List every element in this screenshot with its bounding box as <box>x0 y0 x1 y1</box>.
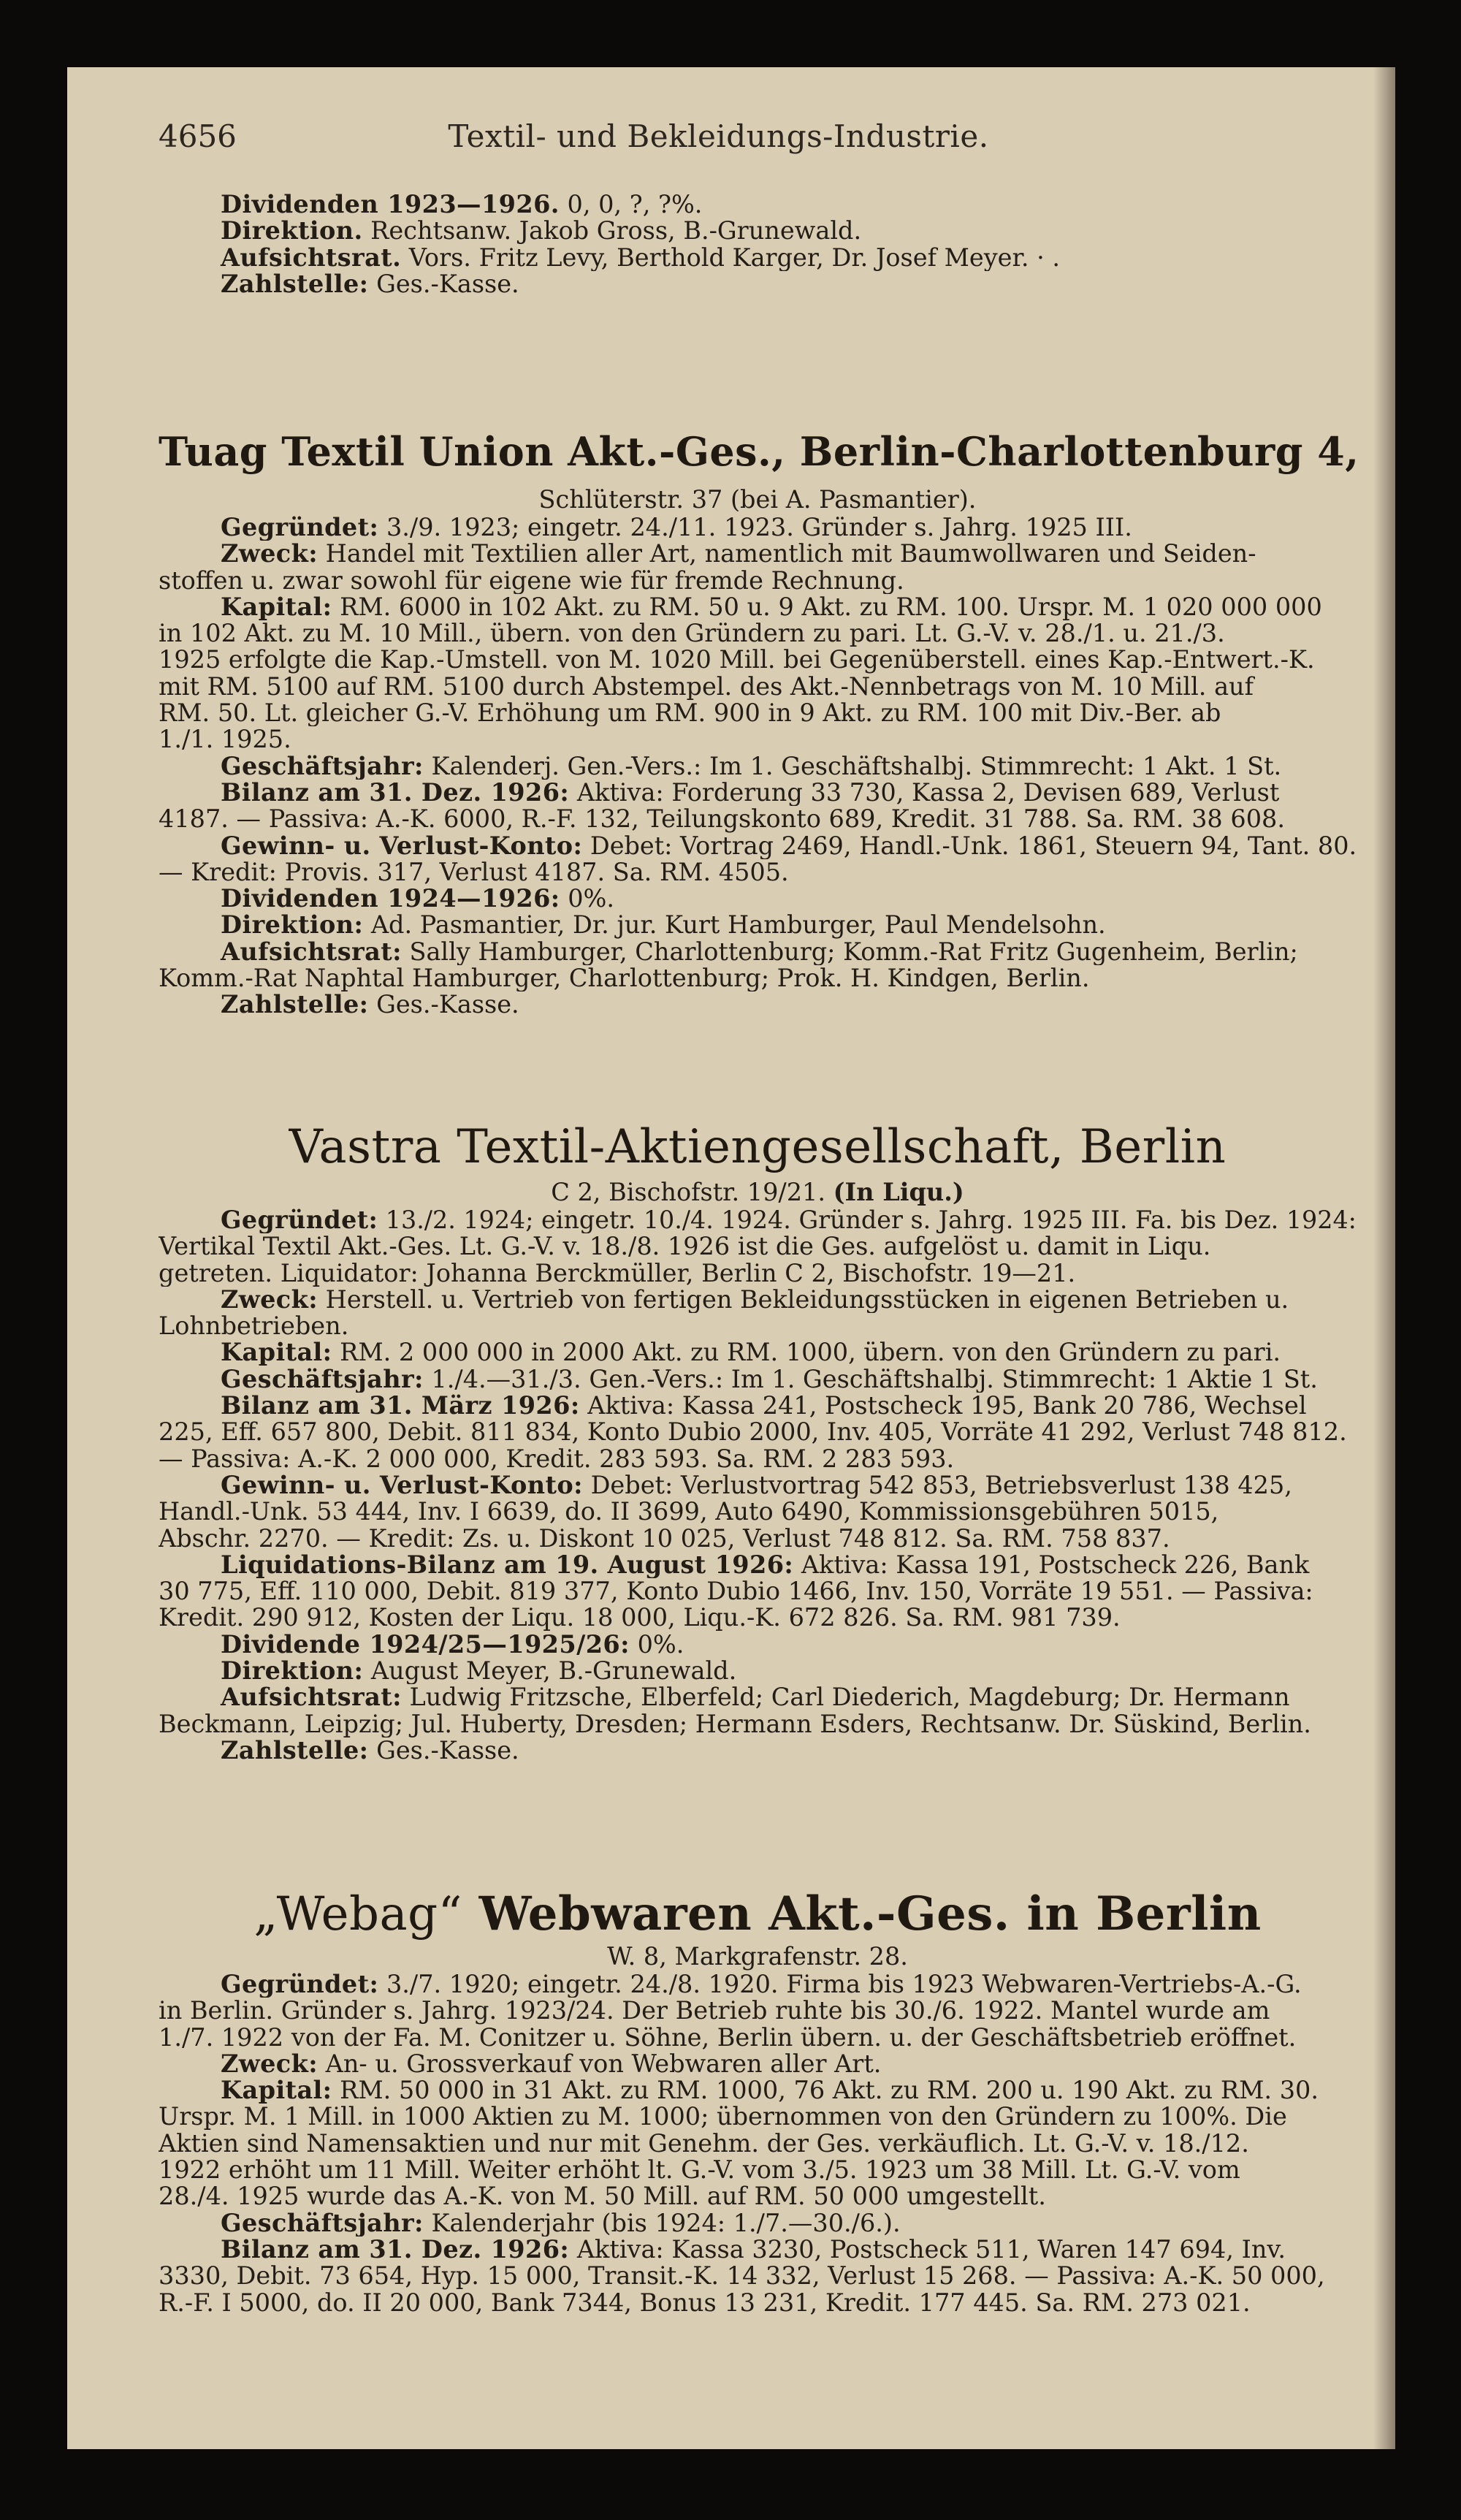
text-line <box>159 1287 1357 1313</box>
text-line <box>159 912 1357 938</box>
text-line <box>159 2183 1357 2209</box>
text-line <box>159 1632 1357 1658</box>
text-line <box>159 753 1357 780</box>
text-line <box>159 780 1357 806</box>
line-text: Debet: Verlustvortrag 542 853, Betriebsverlust 138 425, <box>582 1472 1292 1499</box>
line-label: Gegründet: <box>221 514 379 541</box>
line-label: Gegründet: <box>221 1207 378 1234</box>
line-text: 1./7. 1922 von der Fa. M. Conitzer u. Söhne, Berlin übern. u. der Geschäftsbetrieb eröffnet. <box>159 2024 1297 2051</box>
line-text: Ges.-Kasse. <box>368 270 519 298</box>
line-text: Lohnbetrieben. <box>159 1313 349 1340</box>
line-label: Kapital: <box>221 2077 332 2104</box>
line-label: Dividenden 1923—1926. <box>221 191 560 218</box>
intro-lines <box>159 191 1357 297</box>
text-line <box>159 191 1357 218</box>
vastra-address: C 2, Bischofstr. 19/21. <box>551 1178 825 1206</box>
line-text: — Kredit: Provis. 317, Verlust 4187. Sa. RM. 4505. <box>159 859 789 886</box>
line-text: 0%. <box>629 1631 684 1659</box>
text-line <box>159 1658 1357 1684</box>
line-text: Rechtsanw. Jakob Gross, B.-Grunewald. <box>362 218 862 245</box>
text-line <box>159 1578 1357 1604</box>
line-text: mit RM. 5100 auf RM. 5100 durch Abstempel. des Akt.-Nennbetrags von M. 10 Mill. auf <box>159 673 1254 701</box>
line-label: Direktion: <box>221 1658 364 1685</box>
text-line <box>159 541 1357 567</box>
text-line <box>159 859 1357 886</box>
line-label: Zahlstelle: <box>221 1737 369 1765</box>
text-line <box>159 1313 1357 1339</box>
text-line <box>159 700 1357 726</box>
text-line <box>159 1393 1357 1419</box>
line-text: 3./7. 1920; eingetr. 24./8. 1920. Firma bis 1923 Webwaren-Vertriebs-A.-G. <box>378 1971 1302 1998</box>
line-label: Gewinn- u. Verlust-Konto: <box>221 832 583 859</box>
text-line <box>159 1207 1357 1233</box>
text-line <box>159 965 1357 991</box>
text-line <box>159 2104 1357 2130</box>
line-text: RM. 2 000 000 in 2000 Akt. zu RM. 1000, übern. von den Gründern zu pari. <box>332 1339 1281 1366</box>
line-text: Herstell. u. Vertrieb von fertigen Bekleidungsstücken in eigenen Betrieben u. <box>317 1286 1289 1314</box>
line-label: Zweck: <box>221 541 318 568</box>
text-line <box>159 2131 1357 2157</box>
line-text: 1925 erfolgte die Kap.-Umstell. von M. 1020 Mill. bei Gegenüberstell. eines Kap.-Entwert.-K. <box>159 647 1315 674</box>
line-text: Aktiva: Kassa 191, Postscheck 226, Bank <box>793 1551 1310 1579</box>
line-text: 0%. <box>560 886 615 913</box>
line-text: Ludwig Fritzsche, Elberfeld; Carl Diederich, Magdeburg; Dr. Hermann <box>401 1684 1290 1711</box>
text-line <box>159 620 1357 647</box>
line-text: stoffen u. zwar sowohl für eigene wie für fremde Rechnung. <box>159 567 904 594</box>
line-text: 3./9. 1923; eingetr. 24./11. 1923. Gründer s. Jahrg. 1925 III. <box>378 514 1132 541</box>
text-line <box>159 514 1357 541</box>
line-text: getreten. Liquidator: Johanna Berckmüller, Berlin C 2, Bischofstr. 19—21. <box>159 1260 1076 1287</box>
line-label: Geschäftsjahr: <box>221 2209 424 2237</box>
line-text: Aktien sind Namensaktien und nur mit Genehm. der Ges. verkäuflich. Lt. G.-V. v. 18./12. <box>159 2130 1249 2158</box>
line-text: Aktiva: Kassa 3230, Postscheck 511, Waren 147 694, Inv. <box>569 2236 1286 2264</box>
line-label: Gewinn- u. Verlust-Konto: <box>221 1472 583 1499</box>
line-text: Aktiva: Kassa 241, Postscheck 195, Bank 20 786, Wechsel <box>579 1393 1307 1420</box>
running-header <box>159 118 1278 162</box>
line-label: Gegründet: <box>221 1971 379 1998</box>
webag-address: W. 8, Markgrafenstr. 28. <box>607 1942 908 1971</box>
line-label: Zahlstelle: <box>221 270 369 298</box>
scanned-page <box>67 67 1395 2449</box>
line-text: Vors. Fritz Levy, Berthold Karger, Dr. Josef Meyer. · . <box>401 244 1061 271</box>
line-text: 1922 erhöht um 11 Mill. Weiter erhöht lt. G.-V. vom 3./5. 1923 um 38 Mill. Lt. G.-V. vom <box>159 2157 1240 2184</box>
line-text: R.-F. I 5000, do. II 20 000, Bank 7344, Bonus 13 231, Kredit. 177 445. Sa. RM. 273 021. <box>159 2289 1251 2316</box>
line-text: August Meyer, B.-Grunewald. <box>363 1658 737 1685</box>
vastra-lines <box>159 1207 1357 1764</box>
text-line <box>159 1971 1357 1998</box>
line-text: Handl.-Unk. 53 444, Inv. I 6639, do. II 3699, Auto 6490, Kommissionsgebühren 5015, <box>159 1499 1219 1526</box>
text-line <box>159 2237 1357 2263</box>
text-line <box>159 218 1357 244</box>
vastra-title-text: Vastra Textil-Aktiengesellschaft, Berlin <box>289 1120 1227 1174</box>
tuag-address: Schlüterstr. 37 (bei A. Pasmantier). <box>538 485 977 514</box>
line-label: Geschäftsjahr: <box>221 753 424 780</box>
line-label: Bilanz am 31. Dez. 1926: <box>221 2236 570 2264</box>
intro-section <box>159 191 1357 297</box>
line-text: Ges.-Kasse. <box>368 991 519 1019</box>
text-line <box>159 647 1357 673</box>
text-line <box>159 1260 1357 1287</box>
line-text: Handel mit Textilien aller Art, namentlich mit Baumwollwaren und Seiden- <box>317 541 1256 568</box>
line-text: RM. 50. Lt. gleicher G.-V. Erhöhung um RM. 900 in 9 Akt. zu RM. 100 mit Div.-Ber. ab <box>159 700 1221 727</box>
line-text: 225, Eff. 657 800, Debit. 811 834, Konto Dubio 2000, Inv. 405, Vorräte 41 292, Verlust 748 812. <box>159 1419 1347 1446</box>
page-number: 4656 <box>159 118 237 154</box>
text-line <box>159 594 1357 620</box>
vastra-title <box>159 1119 1357 1175</box>
text-line <box>159 1419 1357 1445</box>
line-text: Abschr. 2270. — Kredit: Zs. u. Diskont 10 025, Verlust 748 812. Sa. RM. 758 837. <box>159 1525 1170 1552</box>
line-text: 28./4. 1925 wurde das A.-K. von M. 50 Mill. auf RM. 50 000 umgestellt. <box>159 2183 1046 2210</box>
line-label: Liquidations-Bilanz am 19. August 1926: <box>221 1551 794 1579</box>
line-text: 0, 0, ?, ?%. <box>559 191 703 218</box>
line-label: Geschäftsjahr: <box>221 1366 424 1393</box>
tuag-title: Tuag Textil Union Akt.-Ges., Berlin-Charlottenburg 4, <box>159 428 1359 475</box>
line-label: Direktion. <box>221 218 363 245</box>
text-line <box>159 2210 1357 2237</box>
text-line <box>159 1472 1357 1499</box>
tuag-entry <box>159 424 1357 1019</box>
text-line <box>159 1604 1357 1631</box>
line-text: Sally Hamburger, Charlottenburg; Komm.-Rat Fritz Gugenheim, Berlin; <box>401 938 1298 966</box>
text-line <box>159 568 1357 594</box>
line-label: Dividenden 1924—1926: <box>221 886 560 913</box>
webag-title <box>159 1887 1357 1942</box>
line-label: Bilanz am 31. März 1926: <box>221 1393 580 1420</box>
line-label: Zahlstelle: <box>221 991 369 1019</box>
text-line <box>159 2157 1357 2183</box>
line-text: 3330, Debit. 73 654, Hyp. 15 000, Transit.-K. 14 332, Verlust 15 268. — Passiva: A.-K. 50 000, <box>159 2263 1325 2290</box>
text-line <box>159 1366 1357 1393</box>
text-line <box>159 1339 1357 1366</box>
text-line <box>159 2025 1357 2051</box>
text-line <box>159 1233 1357 1260</box>
line-text: — Passiva: A.-K. 2 000 000, Kredit. 283 593. Sa. RM. 2 283 593. <box>159 1445 955 1472</box>
text-line <box>159 1446 1357 1472</box>
line-label: Zweck: <box>221 1286 318 1314</box>
line-text: in Berlin. Gründer s. Jahrg. 1923/24. Der Betrieb ruhte bis 30./6. 1922. Mantel wurde am <box>159 1998 1270 2025</box>
line-text: RM. 6000 in 102 Akt. zu RM. 50 u. 9 Akt. zu RM. 100. Urspr. M. 1 020 000 000 <box>332 593 1322 621</box>
text-line <box>159 726 1357 753</box>
text-line <box>159 1998 1357 2024</box>
text-line <box>159 271 1357 297</box>
webag-lines <box>159 1971 1357 2316</box>
tuag-lines <box>159 514 1357 1019</box>
text-line <box>159 2051 1357 2077</box>
line-text: Urspr. M. 1 Mill. in 1000 Aktien zu M. 1000; übernommen von den Gründern zu 100%. Die <box>159 2104 1287 2131</box>
line-label: Aufsichtsrat. <box>221 244 402 271</box>
line-label: Aufsichtsrat: <box>221 938 402 966</box>
text-line <box>159 1684 1357 1710</box>
line-text: Kalenderj. Gen.-Vers.: Im 1. Geschäftshalbj. Stimmrecht: 1 Akt. 1 St. <box>423 753 1282 780</box>
text-line <box>159 1737 1357 1764</box>
text-line <box>159 991 1357 1018</box>
vastra-entry <box>159 1119 1357 1764</box>
text-line <box>159 245 1357 271</box>
text-line <box>159 833 1357 859</box>
text-line <box>159 1526 1357 1552</box>
line-text: 1./4.—31./3. Gen.-Vers.: Im 1. Geschäftshalbj. Stimmrecht: 1 Aktie 1 St. <box>423 1366 1318 1393</box>
line-text: An- u. Grossverkauf von Webwaren aller Art. <box>317 2050 882 2078</box>
line-text: 4187. — Passiva: A.-K. 6000, R.-F. 132, Teilungskonto 689, Kredit. 31 788. Sa. RM. 38 608. <box>159 806 1285 833</box>
line-label: Kapital: <box>221 593 332 621</box>
text-line <box>159 806 1357 832</box>
vastra-address-line <box>159 1178 1357 1207</box>
text-line <box>159 674 1357 700</box>
line-text: in 102 Akt. zu M. 10 Mill., übern. von den Gründern zu pari. Lt. G.-V. v. 28./1. u. 21./3. <box>159 620 1225 647</box>
webag-title-quoted: „Webag“ <box>253 1887 462 1941</box>
line-text: 13./2. 1924; eingetr. 10./4. 1924. Gründer s. Jahrg. 1925 III. Fa. bis Dez. 1924: <box>378 1207 1357 1234</box>
line-text: Beckmann, Leipzig; Jul. Huberty, Dresden; Hermann Esders, Rechtsanw. Dr. Süskind, Berlin. <box>159 1710 1311 1737</box>
text-line <box>159 1499 1357 1525</box>
vastra-liquidation-note: (In Liqu.) <box>833 1178 964 1206</box>
text-line <box>159 1711 1357 1737</box>
line-text: Kredit. 290 912, Kosten der Liqu. 18 000, Liqu.-K. 672 826. Sa. RM. 981 739. <box>159 1604 1121 1632</box>
line-text: Kalenderjahr (bis 1924: 1./7.—30./6.). <box>423 2209 901 2237</box>
line-text: Debet: Vortrag 2469, Handl.-Unk. 1861, Steuern 94, Tant. 80. <box>582 832 1357 859</box>
text-line <box>159 2263 1357 2289</box>
text-line <box>159 2290 1357 2316</box>
page-title: Textil- und Bekleidungs-Industrie. <box>448 118 989 154</box>
line-label: Aufsichtsrat: <box>221 1684 402 1711</box>
line-text: Ad. Pasmantier, Dr. jur. Kurt Hamburger, Paul Mendelsohn. <box>363 912 1106 939</box>
line-label: Direktion: <box>221 912 364 939</box>
line-text: 1./1. 1925. <box>159 726 291 753</box>
line-text: Komm.-Rat Naphtal Hamburger, Charlottenburg; Prok. H. Kindgen, Berlin. <box>159 965 1090 992</box>
line-text: Vertikal Textil Akt.-Ges. Lt. G.-V. v. 18./8. 1926 ist die Ges. aufgelöst u. damit in Liqu. <box>159 1233 1211 1260</box>
line-text: Ges.-Kasse. <box>368 1737 519 1765</box>
text-line <box>159 939 1357 965</box>
line-text: RM. 50 000 in 31 Akt. zu RM. 1000, 76 Akt. zu RM. 200 u. 190 Akt. zu RM. 30. <box>332 2077 1319 2104</box>
line-label: Kapital: <box>221 1339 332 1366</box>
line-text: 30 775, Eff. 110 000, Debit. 819 377, Konto Dubio 1466, Inv. 150, Vorräte 19 551. — Passiva: <box>159 1578 1313 1605</box>
text-line <box>159 2077 1357 2104</box>
line-label: Dividende 1924/25—1925/26: <box>221 1631 630 1659</box>
text-line <box>159 1552 1357 1578</box>
text-line <box>159 886 1357 912</box>
webag-title-text: Webwaren Akt.-Ges. in Berlin <box>478 1887 1262 1941</box>
line-label: Bilanz am 31. Dez. 1926: <box>221 779 570 807</box>
webag-entry <box>159 1887 1357 2316</box>
line-text: Aktiva: Forderung 33 730, Kassa 2, Devisen 689, Verlust <box>569 779 1280 807</box>
line-label: Zweck: <box>221 2050 318 2078</box>
